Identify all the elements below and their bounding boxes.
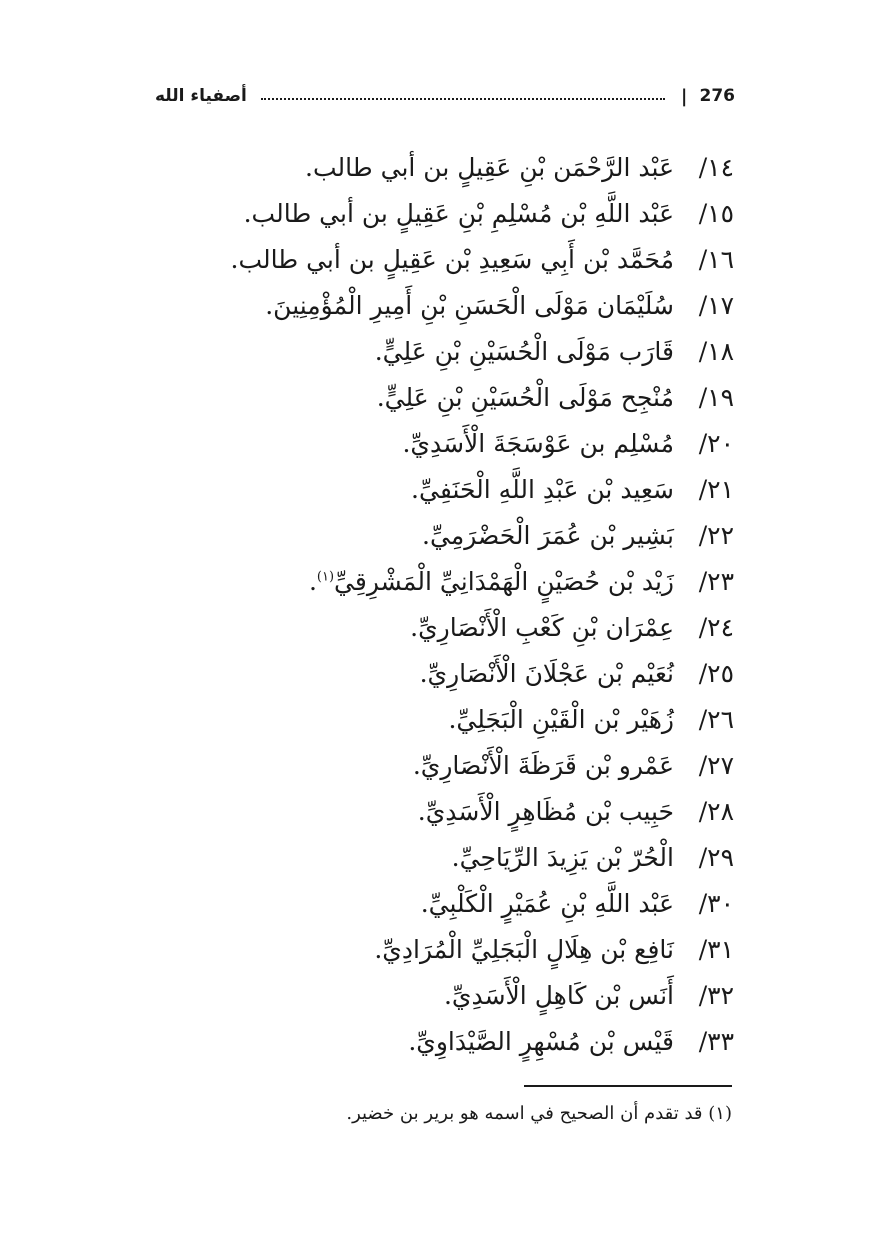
entry-number: ٢٦/ — [698, 705, 734, 734]
entry-text: زَيْد بْن حُصَيْنٍ الْهَمْدَانِيِّ الْمَشْرِقِيِّ — [334, 567, 674, 596]
header-separator: | — [680, 85, 688, 107]
list-item — [134, 743, 734, 789]
entry-text: مُسْلِم بن عَوْسَجَةَ الْأَسَدِيِّ. — [402, 429, 674, 458]
entry-text: سَعِيد بْن عَبْدِ اللَّهِ الْحَنَفِيِّ. — [411, 475, 674, 504]
entry-end-punctuation: . — [308, 567, 317, 596]
entry-text: حَبِيب بْن مُظَاهِرٍ الْأَسَدِيِّ. — [417, 797, 674, 826]
list-item — [134, 927, 734, 973]
footnote-reference[interactable]: (١) — [316, 569, 335, 585]
list-item — [134, 789, 734, 835]
entry-text: مُنْجِح مَوْلَى الْحُسَيْنِ بْنِ عَلِيٍّ. — [376, 383, 674, 412]
list-item — [134, 605, 734, 651]
entry-number: ١٧/ — [698, 291, 734, 320]
entry-number: ١٩/ — [698, 383, 734, 412]
list-item — [134, 283, 734, 329]
entry-text: عَبْد اللَّهِ بْن مُسْلِمِ بْنِ عَقِيلٍ بن أبي طالب. — [243, 199, 674, 228]
list-item — [134, 881, 734, 927]
running-header — [155, 80, 735, 112]
entry-number: ٢٧/ — [698, 751, 734, 780]
list-item — [134, 421, 734, 467]
list-item — [134, 559, 734, 605]
list-item — [134, 973, 734, 1019]
list-item — [134, 145, 734, 191]
entry-text: أَنَس بْن كَاهِلٍ الْأَسَدِيِّ. — [443, 981, 674, 1010]
entry-number: ٢٨/ — [698, 797, 734, 826]
entry-text: سُلَيْمَان مَوْلَى الْحَسَنِ بْنِ أَمِيرِ الْمُؤْمِنِينَ. — [265, 291, 674, 320]
names-list — [134, 145, 734, 1065]
list-item — [134, 329, 734, 375]
entry-number: ٢٩/ — [698, 843, 734, 872]
list-item — [134, 467, 734, 513]
list-item — [134, 1019, 734, 1065]
entry-text: قَارَب مَوْلَى الْحُسَيْنِ بْنِ عَلِيٍّ. — [374, 337, 674, 366]
entry-text: نَافِع بْن هِلَالٍ الْبَجَلِيِّ الْمُرَادِيِّ. — [374, 935, 674, 964]
entry-number: ٢١/ — [698, 475, 734, 504]
entry-number: ١٦/ — [698, 245, 734, 274]
entry-number: ٣٣/ — [698, 1027, 734, 1056]
entry-text: عَبْد الرَّحْمَن بْنِ عَقِيلٍ بن أبي طالب. — [305, 153, 674, 182]
entry-number: ١٥/ — [698, 199, 734, 228]
list-item — [134, 375, 734, 421]
entry-number: ٢٣/ — [698, 567, 734, 596]
list-item — [134, 513, 734, 559]
entry-text: قَيْس بْن مُسْهِرٍ الصَّيْدَاوِيِّ. — [408, 1027, 674, 1056]
entry-number: ٣١/ — [698, 935, 734, 964]
entry-number: ٣٢/ — [698, 981, 734, 1010]
entry-text: بَشِير بْن عُمَرَ الْحَضْرَمِيِّ. — [422, 521, 674, 550]
entry-number: ١٤/ — [698, 153, 734, 182]
entry-number: ٢٢/ — [698, 521, 734, 550]
book-title: أصفياء الله — [155, 86, 247, 106]
entry-text: عَمْرو بْن قَرَظَةَ الْأَنْصَارِيِّ. — [412, 751, 674, 780]
entry-number: ٢٠/ — [698, 429, 734, 458]
entry-number: ١٨/ — [698, 337, 734, 366]
entry-text: الْحُرّ بْن يَزِيدَ الرِّيَاحِيِّ. — [451, 843, 674, 872]
list-item — [134, 237, 734, 283]
page-number: 276 — [699, 86, 735, 106]
entry-text: مُحَمَّد بْن أَبِي سَعِيدِ بْن عَقِيلٍ بن أبي طالب. — [230, 245, 674, 274]
entry-text: نُعَيْم بْن عَجْلَانَ الْأَنْصَارِيِّ. — [419, 659, 674, 688]
list-item — [134, 651, 734, 697]
list-item — [134, 835, 734, 881]
list-item — [134, 191, 734, 237]
footnote-divider — [524, 1085, 732, 1087]
entry-number: ٣٠/ — [698, 889, 734, 918]
list-item — [134, 697, 734, 743]
footnote: (١) قد تقدم أن الصحيح في اسمه هو برير بن خضير. — [346, 1103, 732, 1124]
entry-text: زُهَيْر بْن الْقَيْنِ الْبَجَلِيِّ. — [448, 705, 674, 734]
entry-text: عَبْد اللَّهِ بْنِ عُمَيْرٍ الْكَلْبِيِّ. — [420, 889, 674, 918]
entry-text: عِمْرَان بْنِ كَعْبِ الْأَنْصَارِيِّ. — [410, 613, 674, 642]
dotted-leader — [261, 98, 665, 100]
entry-number: ٢٤/ — [698, 613, 734, 642]
entry-number: ٢٥/ — [698, 659, 734, 688]
